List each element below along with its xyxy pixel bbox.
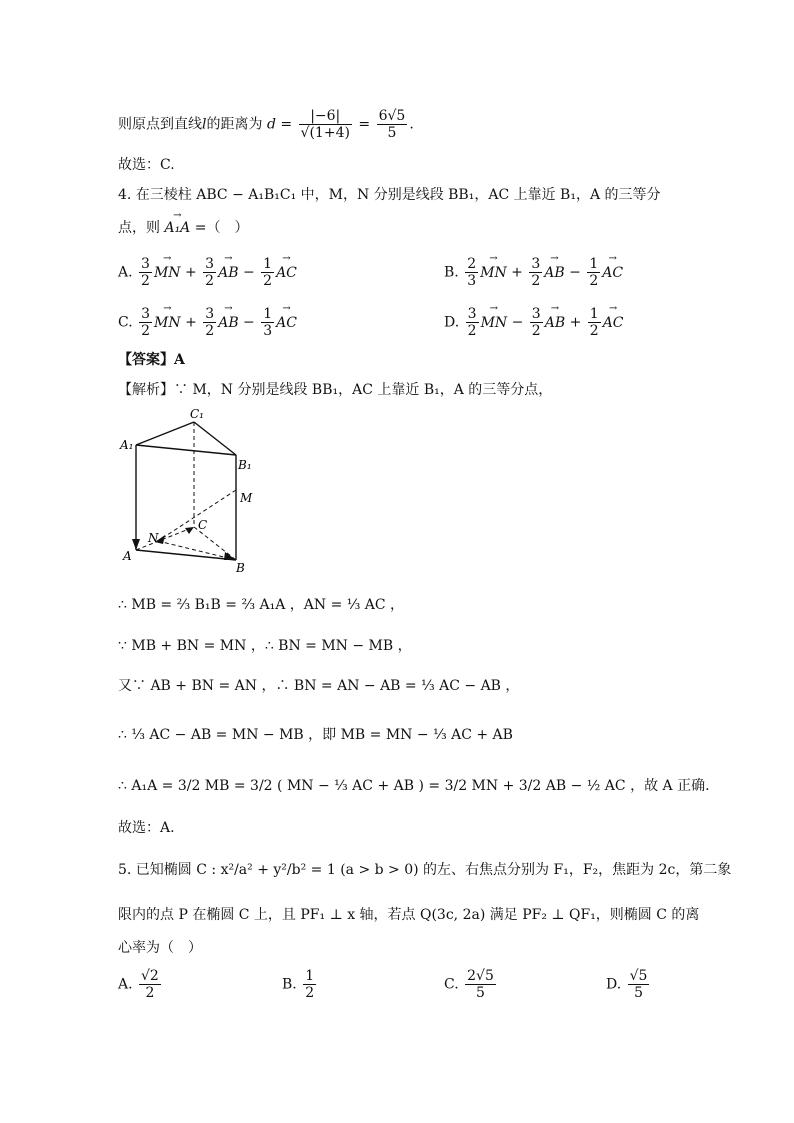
- vector: → AB: [218, 265, 238, 281]
- option-label: A.: [118, 976, 138, 993]
- q5-option-d: [606, 968, 651, 1001]
- option-label: A.: [118, 264, 138, 281]
- vector: → AC: [276, 265, 297, 281]
- denominator: 2: [467, 323, 477, 339]
- fraction: [203, 256, 216, 289]
- denominator: 3: [467, 273, 477, 289]
- vector: → MN: [154, 265, 181, 281]
- fraction: [139, 306, 152, 339]
- fraction: [303, 968, 316, 1001]
- distance-line: 则原点到直线l的距离为 d = $\frac{|-6|}{√(1+4)}$ = $\frac{6√5}{5}$ .: [118, 108, 414, 141]
- label-b: B: [236, 561, 245, 575]
- fraction: [588, 306, 601, 339]
- numerator: 3: [141, 256, 150, 272]
- option-label: B.: [282, 976, 302, 993]
- step-2: ∵ MB + BN = MN ，∴ BN = MN − MB ，: [118, 638, 412, 654]
- operator: +: [565, 314, 586, 331]
- numerator: 1: [263, 306, 273, 322]
- vector-a1a: → A₁A: [164, 218, 190, 238]
- fraction: $\frac{|-6|}{√(1+4)}$: [300, 108, 350, 141]
- denominator: 2: [205, 273, 215, 289]
- denominator: 2: [531, 273, 541, 289]
- denominator: 2: [589, 273, 599, 289]
- denominator: 5: [634, 985, 644, 1001]
- numerator: 3: [205, 256, 215, 272]
- label-a: A: [123, 549, 132, 563]
- operator: +: [180, 314, 202, 331]
- operator: +: [180, 264, 202, 281]
- option-label: C.: [444, 976, 464, 993]
- q5-line2: 限内的点 P 在椭圆 C 上，且 PF₁ ⊥ x 轴，若点 Q(3c, 2a) 满足 PF₂ ⊥ QF₁，则椭圆 C 的离: [118, 907, 700, 923]
- q5-option-b: [282, 968, 318, 1001]
- numerator: √5: [629, 968, 648, 984]
- arrow-head-b: [224, 552, 236, 560]
- fraction: [465, 968, 496, 1001]
- numerator: 1: [263, 256, 273, 272]
- numerator: 3: [531, 256, 541, 272]
- edge-a1b1: [136, 445, 236, 455]
- vector: → AB: [544, 265, 564, 281]
- equals: =: [358, 116, 371, 133]
- fraction: [529, 256, 542, 289]
- edge-ab: [136, 550, 236, 560]
- vector: → MN: [480, 265, 507, 281]
- answer-c-line: 故选：C.: [118, 157, 175, 173]
- label-n: N: [148, 531, 159, 545]
- step-3: 又∵ AB + BN = AN ，∴ BN = AN − AB = ⅓ AC − AB ，: [118, 678, 520, 694]
- answer-label: 【答案】A: [118, 352, 185, 368]
- option-label: D.: [606, 976, 626, 993]
- operator: −: [238, 264, 260, 281]
- denominator: 2: [141, 273, 150, 289]
- edge-a1c1: [136, 422, 194, 445]
- var-l: l: [202, 116, 207, 133]
- vector: → AC: [603, 315, 624, 331]
- denominator: 3: [263, 323, 273, 339]
- label-b1: B₁: [238, 458, 252, 472]
- fraction: [139, 968, 161, 1001]
- q5-option-a: [118, 968, 163, 1001]
- numerator: 3: [205, 306, 215, 322]
- denominator: 2: [531, 323, 541, 339]
- vector-mn: [158, 490, 236, 541]
- q4-line2: 点，则 → A₁A =（ ）: [118, 218, 248, 238]
- operator: −: [507, 314, 528, 331]
- q5-line1: 5. 已知椭圆 C : x²/a² + y²/b² = 1 (a > b > 0) 的左、右焦点分别为 F₁，F₂，焦距为 2c，第二象: [118, 862, 732, 878]
- fraction: [530, 306, 543, 339]
- label-a1: A₁: [120, 438, 134, 452]
- edge-ac-hidden: [136, 527, 194, 550]
- denominator: 2: [205, 323, 215, 339]
- numerator: 1: [589, 256, 599, 272]
- q4-option-d: [444, 306, 624, 339]
- vector: → AB: [545, 315, 565, 331]
- denominator: 5: [476, 985, 485, 1001]
- numerator: 1: [305, 968, 315, 984]
- fraction: [587, 256, 600, 289]
- option-label: D.: [444, 314, 464, 331]
- q4-option-a: [118, 256, 297, 289]
- q5-option-c: [444, 968, 498, 1001]
- option-label: C.: [118, 314, 138, 331]
- step-1: ∴ MB = ⅔ B₁B = ⅔ A₁A ，AN = ⅓ AC ，: [118, 597, 405, 613]
- fraction: [465, 256, 478, 289]
- answer-a-line: 故选：A.: [118, 820, 175, 836]
- numerator: 2: [467, 256, 477, 272]
- edge-c1b1: [194, 422, 236, 455]
- vector: → AB: [218, 315, 238, 331]
- numerator: 3: [467, 306, 477, 322]
- text: 则原点到直线: [118, 116, 202, 133]
- numerator: 3: [141, 306, 151, 322]
- label-c: C: [198, 518, 208, 532]
- vector: → MN: [481, 315, 508, 331]
- numerator: √2: [141, 968, 159, 984]
- denominator: 2: [305, 985, 315, 1001]
- operator: −: [564, 264, 586, 281]
- prism-figure: [112, 405, 272, 575]
- fraction: [261, 256, 274, 289]
- denominator: 2: [145, 985, 155, 1001]
- fraction: [628, 968, 650, 1001]
- vector: → MN: [154, 315, 181, 331]
- arrow-head-c: [185, 527, 194, 534]
- denominator: 2: [263, 273, 273, 289]
- fraction: [139, 256, 152, 289]
- denominator: 2: [589, 323, 599, 339]
- vector: → AC: [276, 315, 297, 331]
- analysis-line: 【解析】∵ M，N 分别是线段 BB₁，AC 上靠近 B₁，A 的三等分点，: [118, 382, 553, 398]
- step-5: ∴ A₁A = 3/2 MB = 3/2 ( MN − ⅓ AC + AB ) = 3/2 MN + 3/2 AB − ½ AC ，故 A 正确.: [118, 778, 710, 794]
- operator: +: [506, 264, 528, 281]
- numerator: 2√5: [467, 968, 494, 984]
- denominator: 2: [141, 323, 151, 339]
- fraction: [261, 306, 274, 339]
- q5-line3: 心率为（ ）: [118, 940, 202, 956]
- d-eq: d =: [266, 116, 293, 133]
- step-4: ∴ ⅓ AC − AB = MN − MB ，即 MB = MN − ⅓ AC + AB: [118, 727, 513, 743]
- text: 的距离为: [206, 116, 263, 133]
- fraction: [466, 306, 479, 339]
- numerator: 1: [589, 306, 599, 322]
- q4-option-c: [118, 306, 297, 339]
- label-m: M: [240, 491, 253, 505]
- fraction: $\frac{6√5}{5}$: [378, 108, 406, 141]
- vector: → AC: [602, 265, 623, 281]
- option-label: B.: [444, 264, 464, 281]
- q4-line1: 4. 在三棱柱 ABC − A₁B₁C₁ 中，M，N 分别是线段 BB₁，AC 上靠近 B₁，A 的三等分: [118, 187, 661, 203]
- fraction: [203, 306, 216, 339]
- label-c1: C₁: [190, 407, 204, 421]
- q4-option-b: [444, 256, 623, 289]
- operator: −: [238, 314, 260, 331]
- arrow-head-a: [132, 539, 140, 550]
- numerator: 3: [531, 306, 541, 322]
